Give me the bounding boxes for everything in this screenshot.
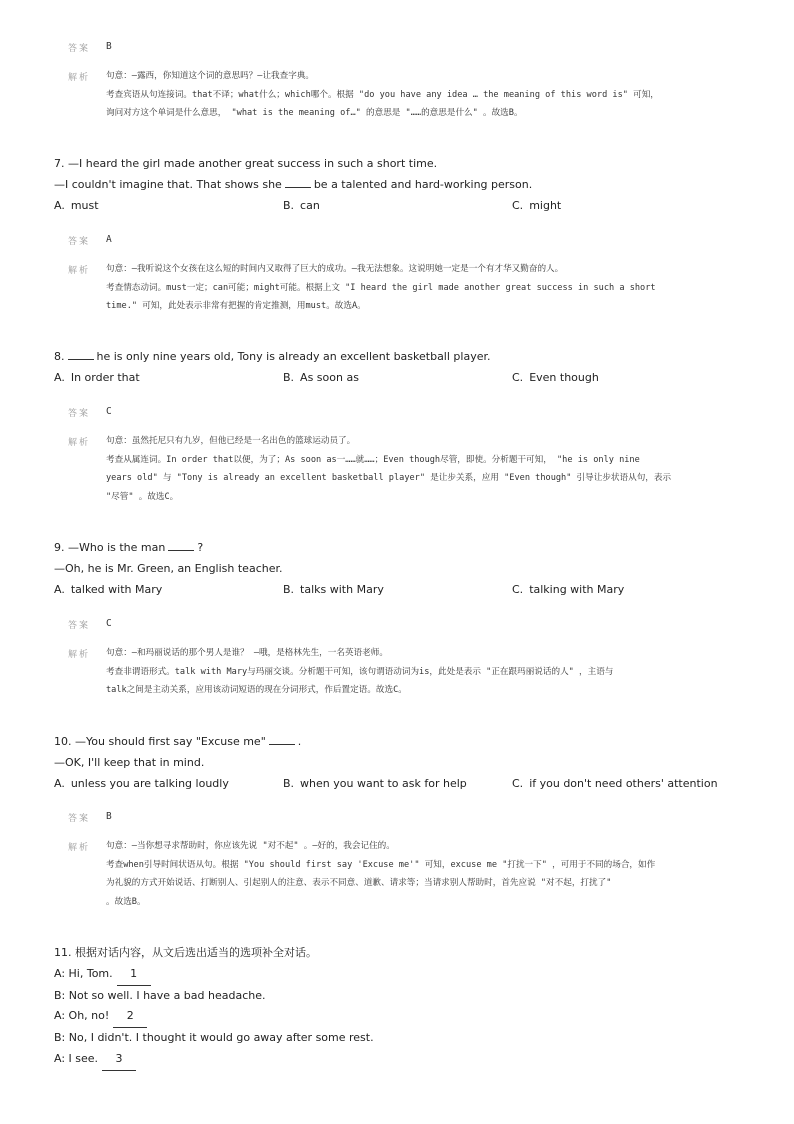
question-line: —I heard the girl made another great success in such a short time.	[68, 157, 438, 170]
option-a: A. must	[54, 198, 99, 212]
question-line: —You should first say "Excuse me"	[75, 735, 266, 748]
answer-block	[68, 41, 728, 123]
dialogue-line: A: I see. 3	[54, 1049, 754, 1071]
question-line: —OK, I'll keep that in mind.	[54, 755, 205, 769]
analysis-line: 为礼貌的方式开始说话、打断别人、引起别人的注意、表示不同意、道歉、请求等；当请求别人帮助时，首先应说 "对不起，打扰了"	[106, 878, 612, 888]
option-a: A. talked with Mary	[54, 582, 163, 596]
option-a: A. In order that	[54, 370, 140, 384]
analysis-text	[106, 67, 659, 123]
question-stem	[54, 347, 754, 368]
option-c: C. might	[512, 198, 562, 212]
answer-value: B	[106, 811, 112, 822]
analysis-text	[106, 260, 656, 316]
analysis-line: 考查宾语从句连接词。that不译；what什么；which哪个。根据 "do you have any idea … the meaning of this word is" 可知，	[106, 89, 659, 100]
question-number: 9.	[54, 541, 65, 554]
analysis-line: 询问对方这个单词是什么意思， "what is the meaning of…" 的意思是 "……的意思是什么" 。故选B。	[106, 108, 523, 118]
answer-label: 答案	[68, 44, 91, 54]
answer-label: 答案	[68, 814, 91, 824]
dialogue-line: A: Hi, Tom. 1	[54, 964, 754, 986]
analysis-label: 解析	[68, 650, 91, 660]
option-b: B. talks with Mary	[283, 582, 384, 596]
analysis-line: time." 可知，此处表示非常有把握的肯定推测，用must。故选A。	[106, 301, 366, 311]
answer-label: 答案	[68, 409, 91, 419]
fill-blank	[285, 177, 311, 188]
question-stem	[54, 732, 754, 753]
question-line: ?	[197, 541, 204, 554]
option-b: B. when you want to ask for help	[283, 776, 467, 790]
analysis-line: 。故选B。	[106, 896, 146, 907]
analysis-label: 解析	[68, 843, 91, 853]
question-11	[54, 943, 754, 1071]
question-stem	[54, 175, 754, 196]
answer-label: 答案	[68, 237, 91, 247]
analysis-text	[106, 837, 655, 911]
answer-block	[68, 618, 728, 700]
analysis-label: 解析	[68, 73, 91, 83]
answer-block	[68, 811, 728, 911]
analysis-text	[106, 432, 671, 506]
analysis-line: 句意：—我听说这个女孩在这么短的时间内又取得了巨大的成功。—我无法想象。这说明她一定是一个有才华又勤奋的人。	[106, 264, 564, 274]
question-line: —I couldn't imagine that. That shows she	[54, 177, 282, 191]
analysis-line: 考查when引导时间状语从句。根据 "You should first say 'Excuse me'" 可知，excuse me "打扰一下" ，可用于不同的场合，如作	[106, 859, 656, 870]
question-9	[54, 538, 754, 600]
numbered-blank: 2	[113, 1006, 147, 1028]
answer-value: C	[106, 406, 112, 417]
analysis-line: 考查非谓语形式。talk with Mary与玛丽交谈。分析题干可知，该句谓语动词为is，此处是表示 "正在跟玛丽说话的人" ，主语与	[106, 666, 614, 677]
analysis-label: 解析	[68, 266, 91, 276]
options	[54, 196, 754, 216]
analysis-line: 考查情态动词。must一定；can可能；might可能。根据上文 "I heard the girl made another great success in such a short	[106, 282, 656, 293]
analysis-line: 句意：—露西，你知道这个词的意思吗？—让我查字典。	[106, 71, 315, 81]
question-number: 7.	[54, 157, 65, 170]
analysis-label: 解析	[68, 438, 91, 448]
fill-blank	[168, 540, 194, 551]
question-line: .	[297, 735, 302, 748]
numbered-blank: 3	[102, 1049, 136, 1071]
question-line: he is only nine years old, Tony is already an excellent basketball player.	[96, 350, 491, 363]
option-c: C. if you don't need others' attention	[512, 776, 718, 790]
question-heading: 11. 根据对话内容，从文后选出适当的选项补全对话。	[54, 946, 317, 959]
answer-block	[68, 234, 728, 316]
question-7	[54, 154, 754, 216]
question-8	[54, 347, 754, 388]
analysis-line: 句意：—当你想寻求帮助时，你应该先说 "对不起" 。—好的，我会记住的。	[106, 841, 395, 851]
option-b: B. As soon as	[283, 370, 359, 384]
question-line: —Who is the man	[68, 541, 166, 554]
analysis-text	[106, 644, 613, 700]
option-c: C. Even though	[512, 370, 599, 384]
dialogue-line: B: Not so well. I have a bad headache.	[54, 988, 266, 1002]
analysis-line: years old" 与 "Tony is already an excellent basketball player" 是让步关系，应用 "Even though" 引导让步状语从句，表示	[106, 473, 672, 483]
numbered-blank: 1	[117, 964, 151, 986]
question-10	[54, 732, 754, 794]
analysis-line: 考查从属连词。In order that以便，为了；As soon as一……就……；Even though尽管，即使。分析题干可知， "he is only nine	[106, 454, 640, 465]
option-a: A. unless you are talking loudly	[54, 776, 229, 790]
analysis-line: 句意：虽然托尼只有九岁，但他已经是一名出色的篮球运动员了。	[106, 436, 356, 446]
question-line: —Oh, he is Mr. Green, an English teacher.	[54, 561, 283, 575]
options	[54, 580, 754, 600]
question-line: be a talented and hard-working person.	[313, 177, 533, 191]
question-stem	[54, 154, 754, 175]
answer-value: B	[106, 41, 112, 52]
question-stem	[54, 538, 754, 559]
answer-label: 答案	[68, 621, 91, 631]
answer-value: C	[106, 618, 112, 629]
analysis-line: talk之间是主动关系，应用该动词短语的现在分词形式，作后置定语。故选C。	[106, 685, 407, 695]
dialogue-line: A: Oh, no! 2	[54, 1006, 754, 1028]
fill-blank	[68, 349, 94, 360]
option-c: C. talking with Mary	[512, 582, 625, 596]
question-stem	[54, 753, 754, 774]
question-stem	[54, 559, 754, 580]
answer-block	[68, 406, 728, 506]
options	[54, 368, 754, 388]
answer-value: A	[106, 234, 112, 245]
analysis-line: 句意：—和玛丽说话的那个男人是谁？ —哦，是格林先生，一名英语老师。	[106, 648, 388, 658]
options	[54, 774, 754, 794]
option-b: B. can	[283, 198, 320, 212]
dialogue-line: B: No, I didn't. I thought it would go away after some rest.	[54, 1031, 374, 1045]
question-number: 10.	[54, 735, 72, 748]
question-number: 8.	[54, 350, 65, 363]
fill-blank	[269, 734, 295, 745]
analysis-line: "尽管" 。故选C。	[106, 491, 179, 502]
